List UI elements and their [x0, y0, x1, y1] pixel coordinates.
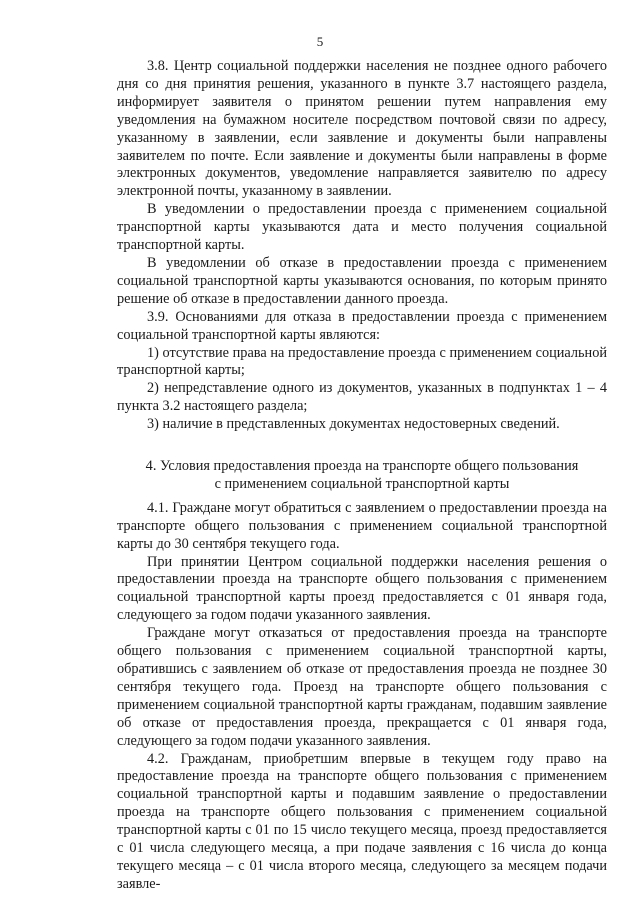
document-body — [117, 58, 607, 894]
paragraph-decision: При принятии Центром социальной поддержки населения решения о предоставлении проезда на транспорте общего пользования с применением социальной транспортной карты проезд предоставляется с 01 января года, следующего за годом подачи указанного заявления. — [117, 553, 607, 624]
section-heading-line-2: с применением социальной транспортной карты — [214, 475, 510, 492]
paragraph-3-9: 3.9. Основаниями для отказа в предоставлении проезда с применением социальной транспортной карты являются: — [117, 308, 607, 343]
list-item-2: 2) непредставление одного из документов, указанных в подпунктах 1 – 4 пункта 3.2 настоящего раздела; — [117, 380, 607, 415]
paragraph-3-8: 3.8. Центр социальной поддержки населения не позднее одного рабочего дня со дня принятия решения, указанного в пункте 3.7 настоящего раздела, информирует заявителя о принятом решении путем направления ему уведомления на бумажном носителе посредством почтовой связи по адресу, указанному в заявлении, если заявление и документы были направлены заявителем по почте. Если заявление и документы были направлены в форме электронных документов, уведомление направляется заявителю по адресу электронной почты, указанному в заявлении. — [117, 58, 607, 200]
paragraph-4-1: 4.1. Граждане могут обратиться с заявлением о предоставлении проезда на транспорте общего пользования с применением социальной транспортной карты до 30 сентября текущего года. — [117, 499, 607, 552]
paragraph-notice-refusal: В уведомлении об отказе в предоставлении проезда с применением социальной транспортной карты указываются основания, по которым принято решение об отказе в предоставлении данного проезда. — [117, 254, 607, 307]
list-item-1: 1) отсутствие права на предоставление проезда с применением социальной транспортной карты; — [117, 344, 607, 379]
section-heading-line-1: 4. Условия предоставления проезда на транспорте общего пользования — [145, 458, 579, 475]
paragraph-refusal-option: Граждане могут отказаться от предоставления проезда на транспорте общего пользования с применением социальной транспортной карты, обратившись с заявлением об отказе от предоставления проезда не позднее 30 сентября текущего года. Проезд на транспорте общего пользования с применением социальной транспортной карты гражданам, подавшим заявление об отказе от предоставления проезда, прекращается с 01 января года, следующего за годом подачи указанного заявления. — [117, 625, 607, 749]
page-number: 5 — [316, 34, 324, 49]
paragraph-notice-grant: В уведомлении о предоставлении проезда с применением социальной транспортной карты указываются дата и место получения социальной транспортной карты. — [117, 201, 607, 254]
paragraph-4-2: 4.2. Гражданам, приобретшим впервые в текущем году право на предоставление проезда на транспорте общего пользования с применением социальной транспортной карты и подавшим заявление о предоставлении проезда на транспорте общего пользования с применением социальной транспортной карты с 01 по 15 число текущего месяца, проезд предоставляется с 01 числа следующего месяца, а при подаче заявления с 16 числа до конца текущего месяца – с 01 числа второго месяца, следующего за месяцем подачи заявле- — [117, 750, 607, 892]
list-item-3: 3) наличие в представленных документах недостоверных сведений. — [147, 416, 560, 433]
section-4-heading — [117, 458, 607, 494]
